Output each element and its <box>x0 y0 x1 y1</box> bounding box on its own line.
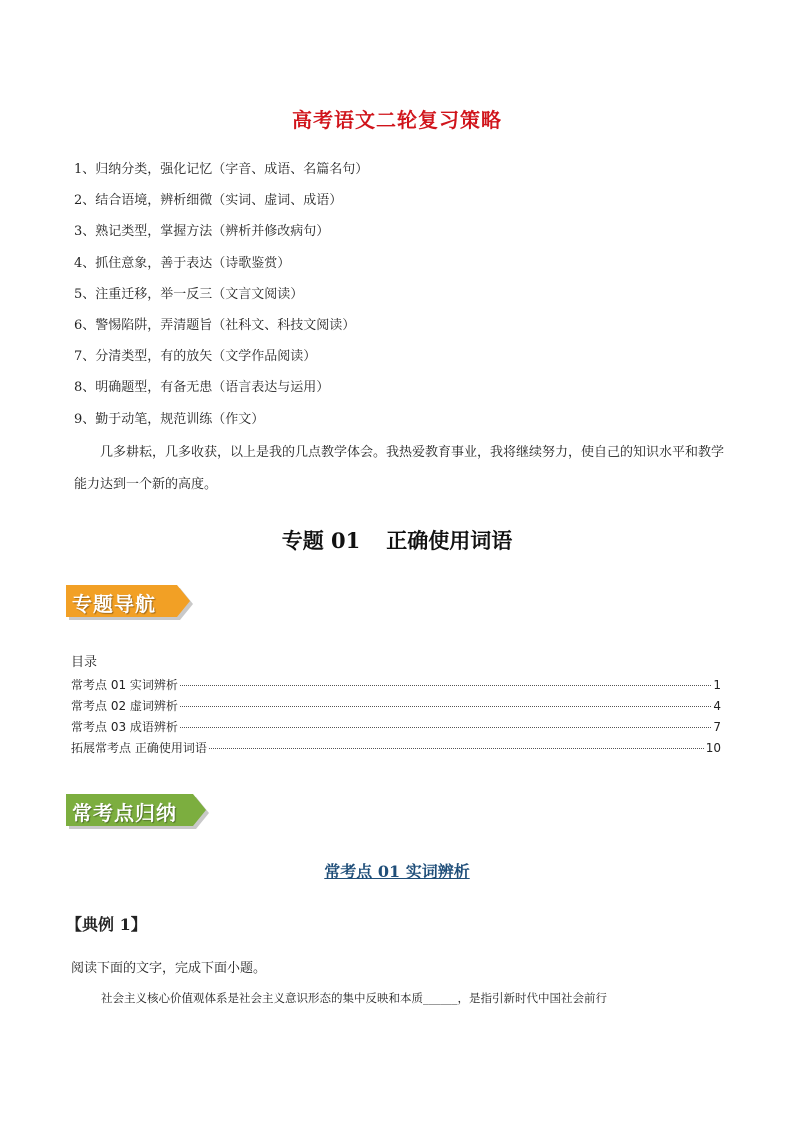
toc-leader-dots <box>180 705 711 707</box>
toc-entry[interactable] <box>71 697 721 718</box>
table-of-contents <box>71 676 721 760</box>
toc-entry[interactable] <box>71 718 721 739</box>
banner-label: 常考点归纳 <box>72 801 177 825</box>
toc-entry-page: 4 <box>713 699 721 713</box>
strategy-item: 4、抓住意象，善于表达（诗歌鉴赏） <box>74 255 291 271</box>
key-points-summary-banner <box>66 794 212 832</box>
strategy-item: 1、归纳分类，强化记忆（字音、成语、名篇名句） <box>74 162 369 177</box>
topic-title <box>0 525 794 555</box>
example-title: 【典例 1】 <box>66 915 147 934</box>
main-title: 高考语文二轮复习策略 <box>292 108 502 132</box>
toc-entry-page: 10 <box>705 741 721 755</box>
toc-entry[interactable] <box>71 739 721 760</box>
banner-label: 专题导航 <box>72 592 156 616</box>
closing-paragraph: 几多耕耘，几多收获，以上是我的几点教学体会。我热爱教育事业，我将继续努力，使自己的知识水平和教学能力达到一个新的高度。 <box>74 445 725 492</box>
toc-entry-label: 常考点 01 实词辨析 <box>71 678 178 692</box>
topic-name: 正确使用词语 <box>386 528 513 553</box>
topic-navigation-banner <box>66 585 196 623</box>
toc-leader-dots <box>180 684 711 686</box>
passage-text: 社会主义核心价值观体系是社会主义意识形态的集中反映和本质______，是指引新时代中国社会前行 <box>101 991 607 1005</box>
instruction-text: 阅读下面的文字，完成下面小题。 <box>71 961 267 976</box>
toc-heading: 目录 <box>71 655 98 670</box>
toc-entry-label: 常考点 02 虚词辨析 <box>71 699 178 713</box>
strategy-list <box>74 160 734 441</box>
toc-entry-label: 常考点 03 成语辨析 <box>71 720 178 734</box>
toc-entry[interactable] <box>71 676 721 697</box>
strategy-item: 9、勤于动笔，规范训练（作文） <box>74 411 265 427</box>
strategy-item: 6、警惕陷阱，弄清题旨（社科文、科技文阅读） <box>74 317 356 333</box>
toc-leader-dots <box>180 726 711 728</box>
section-heading-link[interactable]: 常考点 01 实词辨析 <box>324 862 470 881</box>
toc-entry-label: 拓展常考点 正确使用词语 <box>71 741 207 755</box>
topic-number: 专题 01 <box>281 528 361 553</box>
strategy-item: 3、熟记类型，掌握方法（辨析并修改病句） <box>74 224 330 240</box>
toc-entry-page: 7 <box>713 720 721 734</box>
strategy-item: 5、注重迁移，举一反三（文言文阅读） <box>74 286 304 302</box>
strategy-item: 7、分清类型，有的放矢（文学作品阅读） <box>74 349 317 365</box>
strategy-item: 8、明确题型，有备无患（语言表达与运用） <box>74 380 330 396</box>
toc-leader-dots <box>209 747 704 749</box>
toc-entry-page: 1 <box>713 678 721 692</box>
strategy-item: 2、结合语境，辨析细微（实词、虚词、成语） <box>74 193 343 209</box>
